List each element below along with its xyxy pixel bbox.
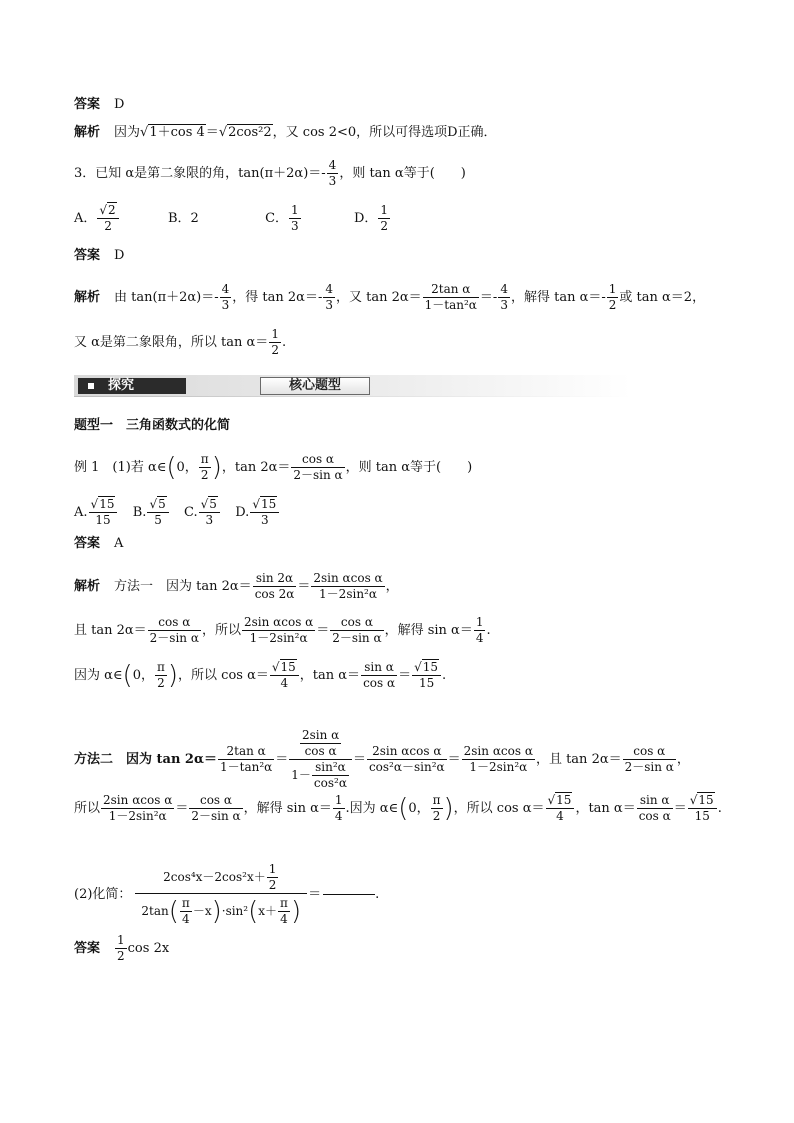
q2-analysis-line: 解析 因为√1＋cos 4＝√2cos²2，又 cos 2<0，所以可得选项D正确． xyxy=(74,125,497,140)
answer-value: A xyxy=(114,536,124,551)
answer-value: D xyxy=(114,97,125,112)
option-d: D． $\frac{1}{2}$ xyxy=(353,203,389,233)
banner-title-left: 探究 xyxy=(108,378,135,393)
method-1-line-1: 解析 方法一 因为 tan 2α＝ $\frac{\sin 2\alpha}{\cos 2\alpha}$ ＝ $\frac{\text{2sin αcos α}}{\text{1－2sin²α}}$ ， xyxy=(74,571,399,601)
fraction: $\frac{\sin 2\alpha}{\cos 2\alpha}$ xyxy=(254,571,295,601)
fraction: $\frac{4}{3}$ xyxy=(500,282,508,312)
part-2-answer-line xyxy=(74,933,169,964)
fraction: $\frac{\text{2sin αcos α}}{\text{1－2sin²α}}$ xyxy=(243,615,314,645)
answer-label: 答案 xyxy=(74,941,101,956)
fraction: $\frac{1}{2}$ xyxy=(608,282,617,312)
fraction: $\frac{\text{sin α}}{\text{cos α}}$ xyxy=(363,660,396,690)
example-1-stem: 例 1 (1)若 α∈(0， $\frac{\pi}{2}$ )，tan 2α＝ $\frac{\text{cos α}}{\text{2－sin α}}$ ，则 tan α等于( ) xyxy=(74,452,473,483)
fraction: $\frac{√15}{4}$ xyxy=(270,660,299,691)
example-1-answer-line xyxy=(74,535,123,553)
fraction: $\frac{\text{cos α}}{\text{2－sin α}}$ xyxy=(624,744,674,774)
fraction: $\frac{\text{2sin α}}{\text{cos α}}$ xyxy=(301,728,340,758)
method-2-line-1: 方法二 因为 tan 2α＝ $\frac{\text{2tan α}}{\text{1－tan²α}}$ ＝ $\frac{\text{2sin α}}{\text{cos α}}$ 1－ $\frac{\text{sin²α}}{\text{cos²α}}$ ＝ $\frac{\text{2sin αcos α}}{\text{cos²α－sin²α}}$ ＝ $\frac{\text{2sin αcos α}}{\text{1－2sin²α}}$ ，且 tan 2α＝ $\frac{\text{cos α}}{\text{2－sin α}}$ ， xyxy=(74,728,690,790)
fraction: $\frac{\text{sin α}}{\text{cos α}}$ xyxy=(638,793,671,823)
fraction: $\frac{1}{4}$ xyxy=(334,793,343,823)
fraction: $\frac{\text{cos α}}{\text{2－sin α}}$ xyxy=(332,615,382,645)
fraction: $\frac{1}{2}$ xyxy=(268,862,277,892)
answer-value: cos 2x xyxy=(127,941,170,956)
analysis-text: 因为 xyxy=(114,125,141,140)
answer-label: 答案 xyxy=(74,97,101,112)
option-a: A． $\frac{√2}{2}$ xyxy=(74,211,120,226)
option-b: B．2 xyxy=(167,211,199,226)
answer-value: D xyxy=(114,248,125,263)
fraction: $\frac{1}{2}$ xyxy=(380,203,389,233)
big-fraction: 2cos⁴x－2cos²x＋ $\frac{1}{2}$ 2tan( $\frac{\pi}{4}$ －x)·sin²(x＋ $\frac{\pi}{4}$ ) xyxy=(135,862,307,927)
banner-title-right: 核心题型 xyxy=(288,378,341,393)
method-1-line-3: 因为 α∈(0， $\frac{\pi}{2}$ )，所以 cos α＝ $\frac{√15}{4}$ ，tan α＝ $\frac{\text{sin α}}{\text{cos α}}$ ＝ $\frac{√15}{15}$ . xyxy=(74,660,447,691)
option-d: D. $\frac{√15}{3}$ xyxy=(235,505,280,520)
section-heading: 题型一 三角函数式的化简 xyxy=(74,418,231,433)
q3-analysis-line-1: 解析 由 tan(π＋2α)＝- $\frac{4}{3}$ ，得 tan 2α＝- $\frac{4}{3}$ ，又 tan 2α＝ $\frac{\text{2tan α}}{\text{1－tan²α}}$ ＝- $\frac{4}{3}$ ，解得 tan α＝- $\frac{1}{2}$ 或 tan α＝2， xyxy=(74,282,706,312)
method-1-line-2: 且 tan 2α＝ $\frac{\text{cos α}}{\text{2－sin α}}$ ，所以 $\frac{\text{2sin αcos α}}{\text{1－2sin²α}}$ ＝ $\frac{\text{cos α}}{\text{2－sin α}}$ ，解得 sin α＝ $\frac{1}{4}$ . xyxy=(74,615,491,645)
answer-blank xyxy=(323,894,375,895)
fraction: $\frac{4}{3}$ xyxy=(328,158,337,188)
fraction: $\frac{\pi}{2}$ xyxy=(432,793,441,823)
fraction: $\frac{\text{2sin αcos α}}{\text{1－2sin²α}}$ xyxy=(103,793,173,823)
fraction: $\frac{1}{4}$ xyxy=(475,615,484,645)
fraction: $\frac{\text{cos α}}{\text{2－sin α}}$ xyxy=(191,793,241,823)
sqrt-expression: √2cos²2 xyxy=(218,125,272,140)
fraction: $\frac{1}{2}$ xyxy=(271,327,279,357)
answer-label: 答案 xyxy=(74,536,101,551)
fraction: $\frac{1}{2}$ xyxy=(117,933,125,963)
fraction: $\frac{4}{3}$ xyxy=(221,282,230,312)
fraction: $\frac{√15}{15}$ xyxy=(89,497,118,528)
example-1-options xyxy=(74,497,280,528)
q3-options xyxy=(74,203,391,234)
fraction: $\frac{\text{2tan α}}{\text{1－tan²α}}$ xyxy=(219,744,273,774)
fraction: $\frac{\pi}{2}$ xyxy=(200,452,209,482)
fraction: $\frac{√15}{15}$ xyxy=(412,660,441,691)
square-icon xyxy=(88,383,94,389)
compound-fraction: $\frac{\text{2sin α}}{\text{cos α}}$ 1－ $\frac{\text{sin²α}}{\text{cos²α}}$ xyxy=(289,728,352,791)
fraction: $\frac{√2}{2}$ xyxy=(97,203,118,234)
fraction: $\frac{\text{cos α}}{\text{2－sin α}}$ xyxy=(149,615,199,645)
fraction: $\frac{√15}{3}$ xyxy=(250,497,279,528)
analysis-label: 解析 xyxy=(74,290,101,305)
part-2-problem: (2)化简： 2cos⁴x－2cos²x＋ $\frac{1}{2}$ 2tan( $\frac{\pi}{4}$ －x)·sin²(x＋ $\frac{\pi}{4}$ ) ＝ . xyxy=(74,862,380,927)
method-2-line-2: 所以 $\frac{\text{2sin αcos α}}{\text{1－2sin²α}}$ ＝ $\frac{\text{cos α}}{\text{2－sin α}}$ ，解得 sin α＝ $\frac{1}{4}$ .因为 α∈(0， $\frac{\pi}{2}$ )，所以 cos α＝ $\frac{√15}{4}$ ，tan α＝ $\frac{\text{sin α}}{\text{cos α}}$ ＝ $\frac{√15}{15}$ . xyxy=(74,793,722,824)
fraction: $\frac{√5}{5}$ xyxy=(147,497,168,528)
q2-answer-line xyxy=(74,96,124,114)
fraction: $\frac{√15}{4}$ xyxy=(546,793,575,824)
section-banner xyxy=(74,375,632,397)
answer-label: 答案 xyxy=(74,248,101,263)
fraction: $\frac{\pi}{4}$ xyxy=(280,896,288,926)
fraction: $\frac{\text{2sin αcos α}}{\text{1－2sin²α}}$ xyxy=(313,571,383,601)
option-a: A. $\frac{√15}{15}$ xyxy=(74,505,118,520)
option-b: B. $\frac{√5}{5}$ xyxy=(133,505,170,520)
fraction: $\frac{\text{cos α}}{\text{2－sin α}}$ xyxy=(293,452,343,482)
fraction: $\frac{4}{3}$ xyxy=(325,282,333,312)
fraction: $\frac{\text{2sin αcos α}}{\text{1－2sin²α}}$ xyxy=(463,744,533,774)
fraction: $\frac{\pi}{2}$ xyxy=(156,660,165,690)
fraction: $\frac{\pi}{4}$ xyxy=(181,896,190,926)
fraction: $\frac{\text{sin²α}}{\text{cos²α}}$ xyxy=(313,760,347,790)
sqrt-expression: √1＋cos 4 xyxy=(140,125,205,140)
option-c: C． $\frac{1}{3}$ xyxy=(265,203,299,233)
fraction: $\frac{1}{3}$ xyxy=(291,203,299,233)
q3-stem: 3．已知 α是第二象限的角，tan(π＋2α)＝- $\frac{4}{3}$ ，则 tan α等于( ) xyxy=(74,158,466,188)
option-c: C. $\frac{√5}{3}$ xyxy=(184,505,221,520)
fraction: $\frac{\text{2tan α}}{\text{1－tan²α}}$ xyxy=(424,282,477,312)
fraction: $\frac{\text{2sin αcos α}}{\text{cos²α－sin²α}}$ xyxy=(368,744,445,774)
analysis-label: 解析 xyxy=(74,125,101,140)
fraction: $\frac{√5}{3}$ xyxy=(199,497,220,528)
analysis-label: 解析 xyxy=(74,579,101,594)
fraction: $\frac{√15}{15}$ xyxy=(688,793,717,824)
q3-analysis-line-2: 又 α是第二象限角，所以 tan α＝ $\frac{1}{2}$ . xyxy=(74,327,287,357)
q3-answer-line xyxy=(74,247,124,265)
